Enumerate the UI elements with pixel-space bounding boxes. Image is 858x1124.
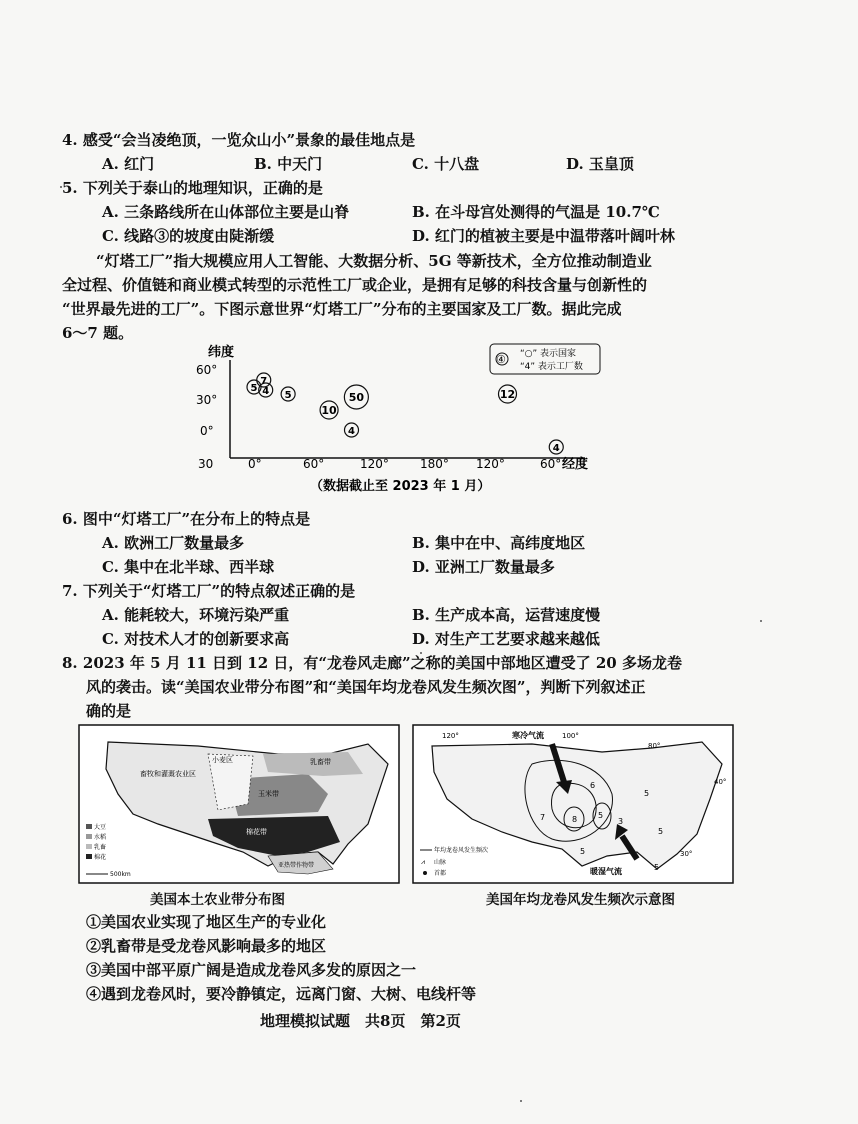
q8-line-3: 确的是 [86, 702, 132, 720]
isoline-value: 7 [540, 813, 546, 822]
q6-option-a: A. 欧洲工厂数量最多 [102, 534, 245, 552]
map1-legend-label: 棉花 [94, 854, 107, 861]
isoline-value: 5 [580, 847, 586, 856]
q5-option-c: C. 线路③的坡度由陡渐缓 [102, 227, 275, 245]
chart-ylabel: 纬度 [208, 345, 235, 360]
q8-line-2: 风的袭击。读“美国农业带分布图”和“美国年均龙卷风发生频次图”，判断下列叙述正 [86, 678, 646, 696]
map2-legend-label: 年均龙卷风发生频次 [434, 847, 489, 854]
q7-stem: 7. 下列关于“灯塔工厂”的特点叙述正确的是 [62, 582, 356, 600]
factory-count-label: 12 [499, 388, 516, 401]
isoline-value: 6 [590, 781, 596, 790]
map1-label: 亚热带作物带 [278, 862, 315, 869]
page-footer: 地理模拟试题 共8页 第2页 [260, 1012, 461, 1030]
q6-option-b: B. 集中在中、高纬度地区 [412, 534, 586, 552]
passage-line-3: “世界最先进的工厂”。下图示意世界“灯塔工厂”分布的主要国家及工厂数。据此完成 [62, 300, 622, 318]
q4-option-c: C. 十八盘 [412, 155, 480, 173]
map1-label: 乳畜带 [310, 758, 331, 766]
scan-speck [520, 1100, 522, 1102]
map2-coord: 100° [562, 732, 579, 740]
q4-option-d: D. 玉皇顶 [566, 155, 634, 173]
map2-label: 寒冷气流 [512, 731, 544, 740]
isoline-value: 5 [658, 827, 664, 836]
map1-label: 棉花带 [246, 828, 267, 836]
y-tick-label: 0° [200, 424, 214, 438]
map2-coord: 120° [442, 732, 459, 740]
map2-caption: 美国年均龙卷风发生频次示意图 [486, 892, 675, 908]
x-tick-label: 60° [303, 457, 325, 471]
q8-line-1: 8. 2023 年 5 月 11 日到 12 日，有“龙卷风走廊”之称的美国中部地区遭受了 20 多场龙卷 [62, 654, 682, 672]
us-tornado-map [412, 724, 734, 884]
x-tick-label: 120° [360, 457, 389, 471]
lighthouse-factory-chart [190, 340, 610, 500]
legend-symbol: ④ [496, 353, 506, 366]
q7-option-a: A. 能耗较大，环境污染严重 [102, 606, 290, 624]
passage-line-4: 6～7 题。 [62, 324, 134, 342]
scan-speck [60, 186, 62, 188]
isoline-value: 8 [572, 815, 578, 824]
factory-count-label: 7 [260, 376, 268, 387]
legend-line-2: “4” 表示工厂数 [520, 362, 583, 372]
q8-statement-4: ④遇到龙卷风时，要冷静镇定，远离门窗、大树、电线杆等 [86, 985, 477, 1003]
q7-option-b: B. 生产成本高，运营速度慢 [412, 606, 601, 624]
map2-coord: 40° [714, 778, 727, 786]
q4-option-b: B. 中天门 [254, 155, 323, 173]
y-tick-label: 30 [198, 457, 214, 471]
scan-speck [760, 620, 762, 622]
factory-count-label: 5 [250, 383, 258, 394]
chart-xlabel: 经度 [562, 457, 589, 472]
q8-statement-1: ①美国农业实现了地区生产的专业化 [86, 913, 327, 931]
factory-count-label: 4 [262, 386, 270, 397]
q5-option-a: A. 三条路线所在山体部位主要是山脊 [102, 203, 350, 221]
q8-statement-2: ②乳畜带是受龙卷风影响最多的地区 [86, 937, 327, 955]
isoline-value: 5 [654, 863, 660, 872]
chart-points [247, 373, 563, 454]
factory-count-label: 4 [348, 426, 355, 437]
x-tick-label: 180° [420, 457, 449, 471]
map1-caption: 美国本土农业带分布图 [150, 892, 285, 908]
q5-option-d: D. 红门的植被主要是中温带落叶阔叶林 [412, 227, 675, 245]
isoline-value: 5 [598, 811, 604, 820]
map1-legend-label: 乳畜 [94, 844, 107, 851]
q4-stem: 4. 感受“会当凌绝顶，一览众山小”景象的最佳地点是 [62, 131, 416, 149]
factory-count-label: 4 [552, 443, 560, 454]
x-tick-label: 60° [540, 457, 562, 471]
y-tick-label: 60° [196, 363, 218, 377]
factory-count-label: 50 [348, 391, 365, 404]
chart-note: （数据截止至 2023 年 1 月） [310, 479, 491, 494]
map1-label: 畜牧和灌溉农业区 [140, 770, 196, 778]
q7-option-c: C. 对技术人才的创新要求高 [102, 630, 290, 648]
y-tick-label: 30° [196, 393, 218, 407]
map2-coord: 80° [648, 742, 661, 750]
x-tick-label: 120° [476, 457, 505, 471]
factory-count-label: 10 [321, 404, 337, 417]
us-agriculture-map [78, 724, 400, 884]
x-tick-label: 0° [248, 457, 262, 471]
q8-statement-3: ③美国中部平原广阔是造成龙卷风多发的原因之一 [86, 961, 417, 979]
scan-speck [420, 652, 422, 654]
q4-option-a: A. 红门 [102, 155, 155, 173]
q6-option-d: D. 亚洲工厂数量最多 [412, 558, 555, 576]
map1-legend-label: 水稻 [94, 834, 107, 841]
map1-scale: 500km [110, 871, 131, 878]
q6-stem: 6. 图中“灯塔工厂”在分布上的特点是 [62, 510, 311, 528]
map2-coord: 30° [680, 850, 693, 858]
passage-line-1: “灯塔工厂”指大规模应用人工智能、大数据分析、5G 等新技术，全方位推动制造业 [96, 252, 652, 270]
isoline-value: 3 [618, 817, 624, 826]
x-ticks [248, 457, 561, 471]
map2-label: 暖湿气流 [590, 867, 622, 876]
q5-option-b: B. 在斗母宫处测得的气温是 10.7℃ [412, 203, 660, 221]
q6-option-c: C. 集中在北半球、西半球 [102, 558, 275, 576]
passage-line-2: 全过程、价值链和商业模式转型的示范性工厂或企业，是拥有足够的科技含量与创新性的 [62, 276, 648, 294]
map1-label: 小麦区 [212, 756, 233, 764]
isoline-value: 5 [644, 789, 650, 798]
legend-line-1: “○” 表示国家 [520, 349, 577, 359]
map1-label: 玉米带 [258, 790, 279, 798]
factory-count-label: 5 [284, 390, 292, 401]
capital-icon [423, 871, 427, 875]
q5-stem: 5. 下列关于泰山的地理知识，正确的是 [62, 179, 323, 197]
mountain-icon: ⩘ [421, 858, 425, 866]
map1-legend-label: 大豆 [94, 824, 107, 831]
y-ticks [196, 363, 217, 471]
map2-legend-label: 山脉 [434, 859, 447, 866]
q7-option-d: D. 对生产工艺要求越来越低 [412, 630, 600, 648]
map2-legend-label: 首都 [434, 870, 447, 877]
